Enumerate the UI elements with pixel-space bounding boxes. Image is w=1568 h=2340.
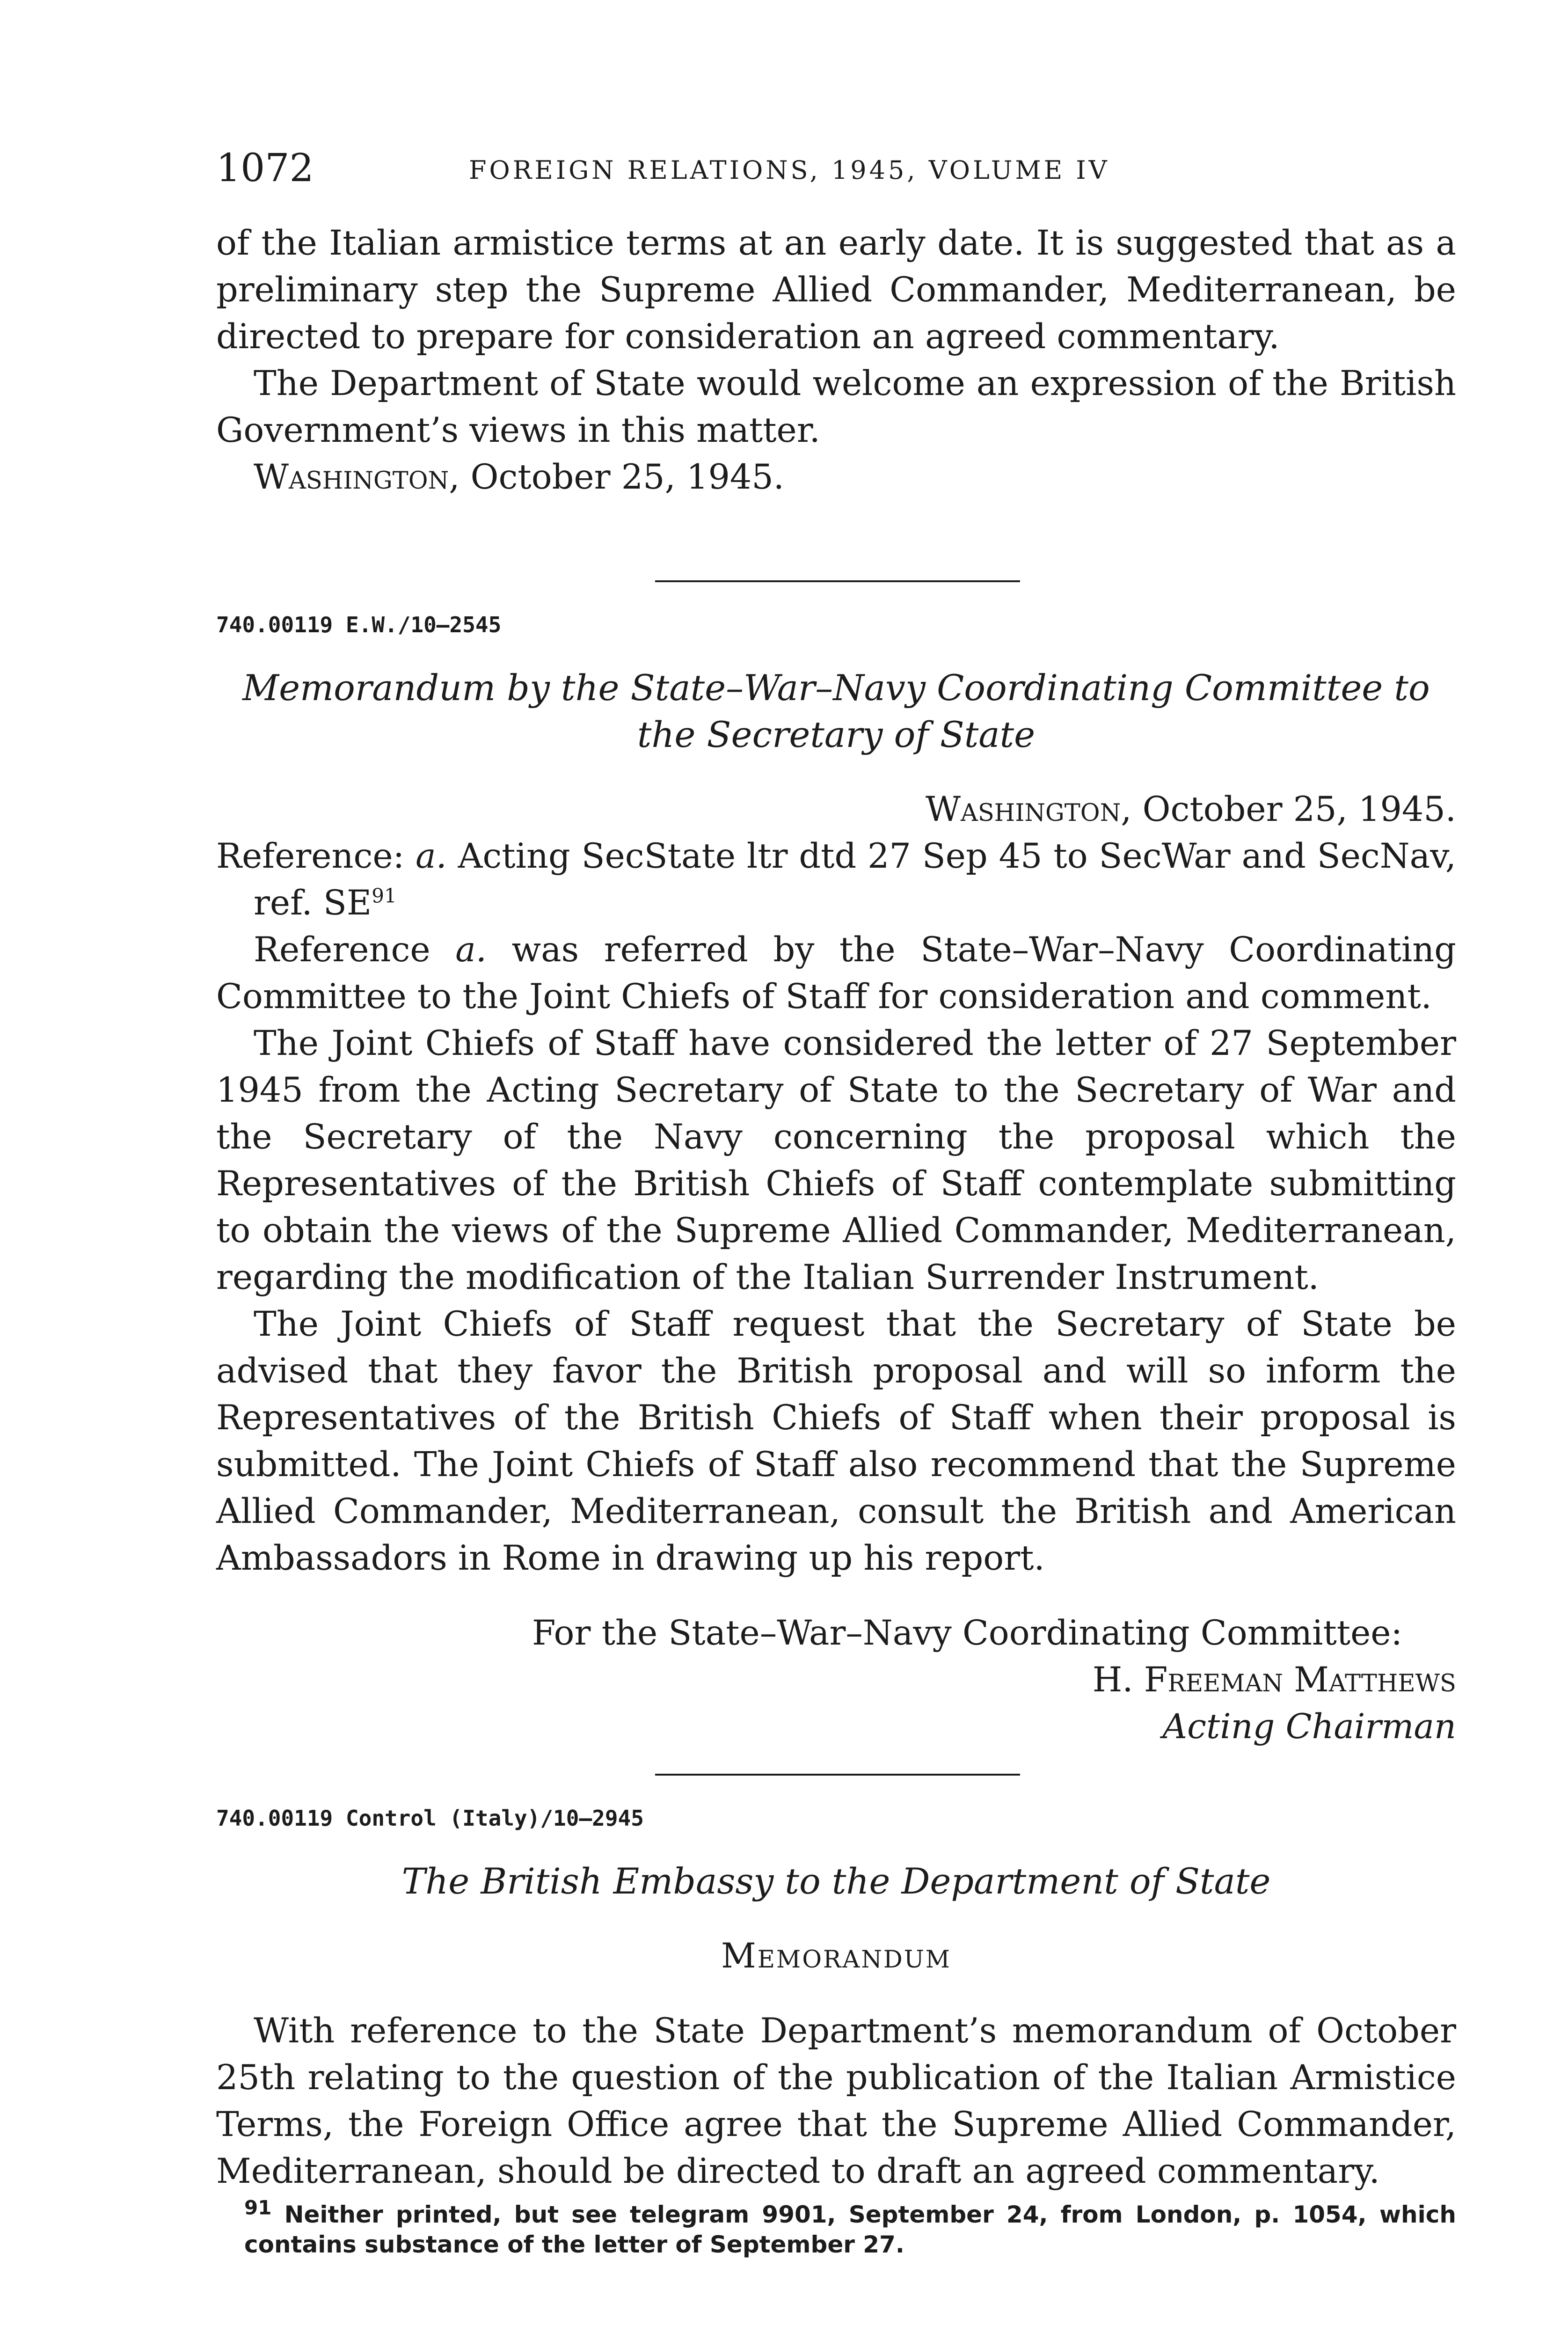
- place-name: Washington: [254, 457, 449, 497]
- footnote-marker: 91: [244, 2196, 272, 2219]
- page-header: [216, 140, 1456, 197]
- section-divider: [655, 1774, 1020, 1776]
- page-number: 1072: [216, 146, 314, 190]
- place-date: [216, 786, 1456, 833]
- signer-title: Acting Chairman: [1162, 1707, 1456, 1747]
- memo-paragraph: The Joint Chiefs of Staff request that the Secretary of State be advised that they favor the British proposal and will so inform the Representatives of the British Chiefs of Staff when their proposal is submitted. The Joint Chiefs of Staff also recommend that the Supreme Allied Commander, Mediterranean, consult the British and American Ambassadors in Rome in drawing up his report.: [216, 1304, 1456, 1578]
- continuation-paragraph: of the Italian armistice terms at an early date. It is suggested that as a preliminary step the Supreme Allied Commander, Mediterranean, be directed to prepare for consideration an agreed commentary.: [216, 223, 1456, 357]
- date-text: , October 25, 1945.: [1121, 790, 1456, 829]
- signature-committee: For the State–War–Navy Coordinating Committee:: [532, 1613, 1403, 1653]
- footnote-marker: 91: [372, 884, 397, 907]
- place-name: Washington: [926, 790, 1121, 829]
- para-rest: was referred by the State–War–Navy Coordinating Committee to the Joint Chiefs of Staff for consideration and comment.: [216, 930, 1456, 1016]
- section-divider: [655, 580, 1020, 582]
- memorandum-label: Memorandum: [721, 1936, 951, 1976]
- reference-line: [216, 833, 1456, 927]
- memorandum-body: [216, 786, 1456, 1582]
- document-title-line: Memorandum by the State–War–Navy Coordinating Committee to: [242, 667, 1430, 709]
- reference-item: a.: [416, 836, 447, 876]
- memo-paragraph: The Joint Chiefs of Staff have considered the letter of 27 September 1945 from the Acting Secretary of State to the Secretary of War and the Secretary of the Navy concerning the proposal which the Representatives of the British Chiefs of Staff contemplate submitting to obtain the views of the Supreme Allied Commander, Mediterranean, regarding the modification of the Italian Surrender Instrument.: [216, 1024, 1456, 1297]
- section-continuation: [216, 220, 1456, 501]
- views-paragraph: The Department of State would welcome an expression of the British Government’s views in this matter.: [216, 364, 1456, 450]
- document-title: [216, 665, 1456, 758]
- document-title: The British Embassy to the Department of State: [401, 1860, 1271, 1902]
- reference-text: Acting SecState ltr dtd 27 Sep 45 to SecWar and SecNav, ref. SE: [254, 836, 1456, 923]
- para-item: a.: [455, 930, 487, 970]
- para-start: Reference: [254, 930, 430, 970]
- place-date: [216, 454, 1456, 501]
- footnote: [216, 2196, 1456, 2260]
- signer-name: H. Freeman Matthews: [1092, 1660, 1456, 1700]
- file-reference: 740.00119 E.W./10–2545: [216, 612, 502, 637]
- reference-label: Reference:: [216, 836, 405, 876]
- signature-block: [216, 1610, 1456, 1750]
- footnote-body: Neither printed, but see telegram 9901, September 24, from London, p. 1054, which contains substance of the letter of September 27.: [244, 2201, 1456, 2258]
- date-text: , October 25, 1945.: [449, 457, 784, 497]
- document-title-line: the Secretary of State: [637, 714, 1036, 755]
- memo-paragraph: With reference to the State Department’s memorandum of October 25th relating to the question of the publication of the Italian Armistice Terms, the Foreign Office agree that the Supreme Allied Commander, Mediterranean, should be directed to draft an agreed commentary.: [216, 2011, 1456, 2191]
- embassy-memo-body: [216, 2008, 1456, 2195]
- footnote-text: [216, 2196, 1456, 2260]
- memo-paragraph: [216, 927, 1456, 1020]
- running-head: FOREIGN RELATIONS, 1945, VOLUME IV: [469, 155, 1110, 185]
- file-reference: 740.00119 Control (Italy)/10–2945: [216, 1806, 644, 1831]
